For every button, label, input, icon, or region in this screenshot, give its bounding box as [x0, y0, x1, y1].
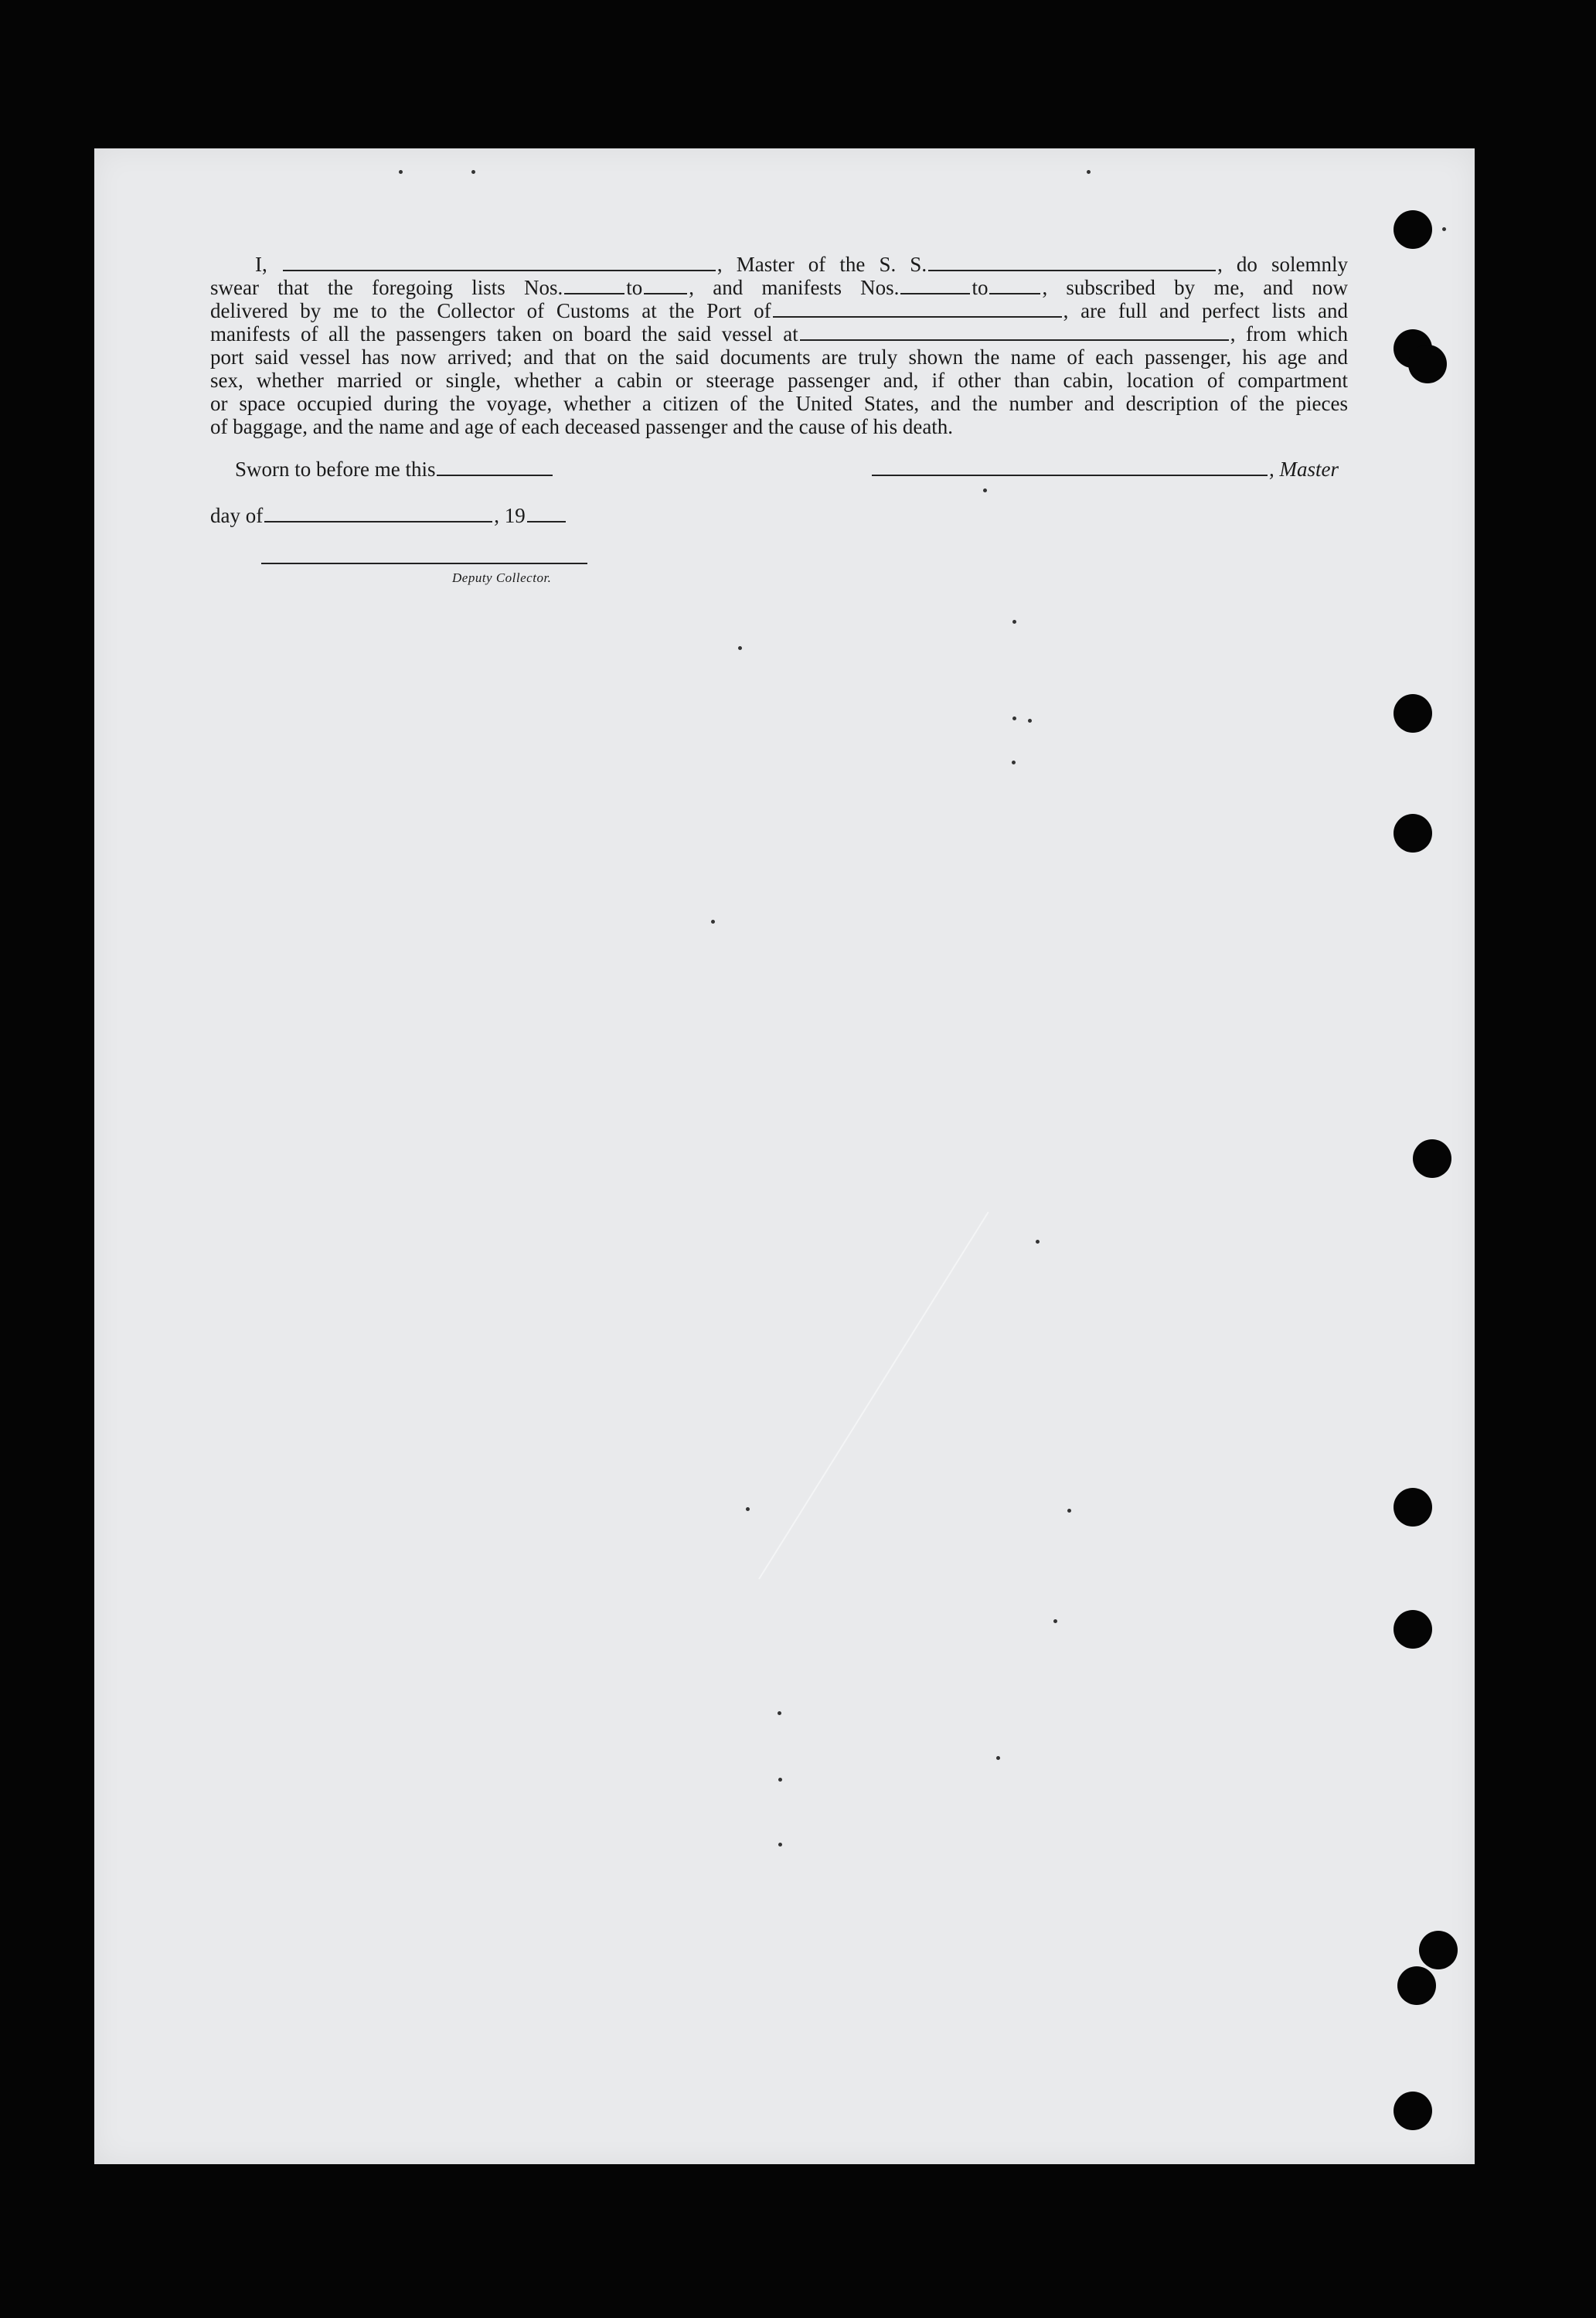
deputy-collector-signature-line[interactable] — [261, 563, 587, 564]
lists-to-field[interactable] — [644, 277, 687, 294]
delivered-text: delivered by me to the Collector of Customs at the Port of — [210, 299, 771, 322]
scan-speck — [983, 488, 987, 492]
lists-from-field[interactable] — [564, 277, 624, 294]
punch-hole — [1394, 1610, 1432, 1649]
scan-speck — [711, 920, 715, 924]
and-manifests-text: , and manifests Nos. — [689, 276, 900, 299]
scan-speck — [1053, 1619, 1057, 1623]
scan-speck — [1036, 1240, 1040, 1244]
month-field[interactable] — [264, 505, 492, 522]
deputy-collector-label: Deputy Collector. — [452, 570, 552, 585]
do-solemnly-text: , do solemnly — [1217, 253, 1349, 276]
punch-hole — [1394, 2092, 1432, 2130]
swear-that-text: swear that the foregoing lists Nos. — [210, 276, 563, 299]
to-text-2: to — [972, 276, 989, 299]
oath-paragraph — [210, 253, 1348, 438]
master-signature-row — [870, 458, 1339, 482]
scan-speck — [996, 1756, 1000, 1760]
scan-speck — [1087, 170, 1091, 174]
punch-hole — [1394, 814, 1432, 853]
punch-hole — [1397, 1966, 1436, 2005]
from-which-text: , from which — [1230, 322, 1348, 345]
punch-hole — [1394, 1488, 1432, 1527]
oath-line-4 — [210, 322, 1348, 345]
oath-line-5: port said vessel has now arrived; and that on the said documents are truly shown the name of each passenger, his age and — [210, 345, 1348, 369]
paper-crease — [758, 1212, 989, 1580]
scan-speck — [778, 1778, 782, 1782]
form-page — [94, 148, 1475, 2164]
scan-speck — [1012, 620, 1016, 624]
scan-speck — [738, 646, 742, 650]
sworn-label: Sworn to before me this — [235, 458, 436, 481]
year-prefix: , 19 — [494, 504, 526, 527]
day-of-row — [210, 504, 567, 528]
punch-hole — [1394, 210, 1432, 249]
oath-line-3 — [210, 299, 1348, 322]
scan-speck — [1442, 227, 1446, 231]
oath-line-6: sex, whether married or single, whether a cabin or steerage passenger and, if other than cabin, location of compartment — [210, 369, 1348, 392]
manifests-from-field[interactable] — [900, 277, 970, 294]
ship-name-field[interactable] — [928, 254, 1216, 271]
i-label: I, — [255, 253, 267, 276]
to-text-1: to — [626, 276, 643, 299]
scan-speck — [1028, 719, 1032, 723]
punch-hole — [1394, 694, 1432, 733]
scan-speck — [746, 1507, 750, 1511]
manifests-of-text: manifests of all the passengers taken on board the said vessel at — [210, 322, 798, 345]
master-name-field[interactable] — [283, 254, 716, 271]
oath-line-1 — [210, 253, 1348, 276]
manifests-to-field[interactable] — [989, 277, 1040, 294]
embarkation-port-field[interactable] — [800, 324, 1229, 341]
punch-hole — [1408, 345, 1447, 383]
day-of-label: day of — [210, 504, 264, 527]
oath-line-8: of baggage, and the name and age of each deceased passenger and the cause of his death. — [210, 415, 954, 438]
scan-speck — [778, 1711, 781, 1715]
oath-line-7: or space occupied during the voyage, whether a citizen of the United States, and the number and description of the pieces — [210, 392, 1348, 415]
punch-hole — [1419, 1931, 1458, 1969]
scan-speck — [1012, 717, 1016, 720]
master-of-ss-text: , Master of the S. S. — [716, 253, 927, 276]
sworn-row — [235, 458, 554, 482]
master-label: , Master — [1269, 458, 1339, 481]
subscribed-text: , subscribed by me, and now — [1042, 276, 1348, 299]
scan-speck — [1012, 761, 1016, 764]
oath-line-2 — [210, 276, 1348, 299]
scan-speck — [1067, 1509, 1071, 1513]
year-field[interactable] — [527, 505, 566, 522]
punch-hole — [1413, 1139, 1451, 1178]
scan-speck — [471, 170, 475, 174]
scan-speck — [778, 1843, 782, 1847]
scan-speck — [399, 170, 403, 174]
port-field[interactable] — [773, 301, 1062, 318]
master-signature-field[interactable] — [872, 459, 1268, 476]
sworn-day-field[interactable] — [437, 459, 553, 476]
full-perfect-text: , are full and perfect lists and — [1063, 299, 1348, 322]
